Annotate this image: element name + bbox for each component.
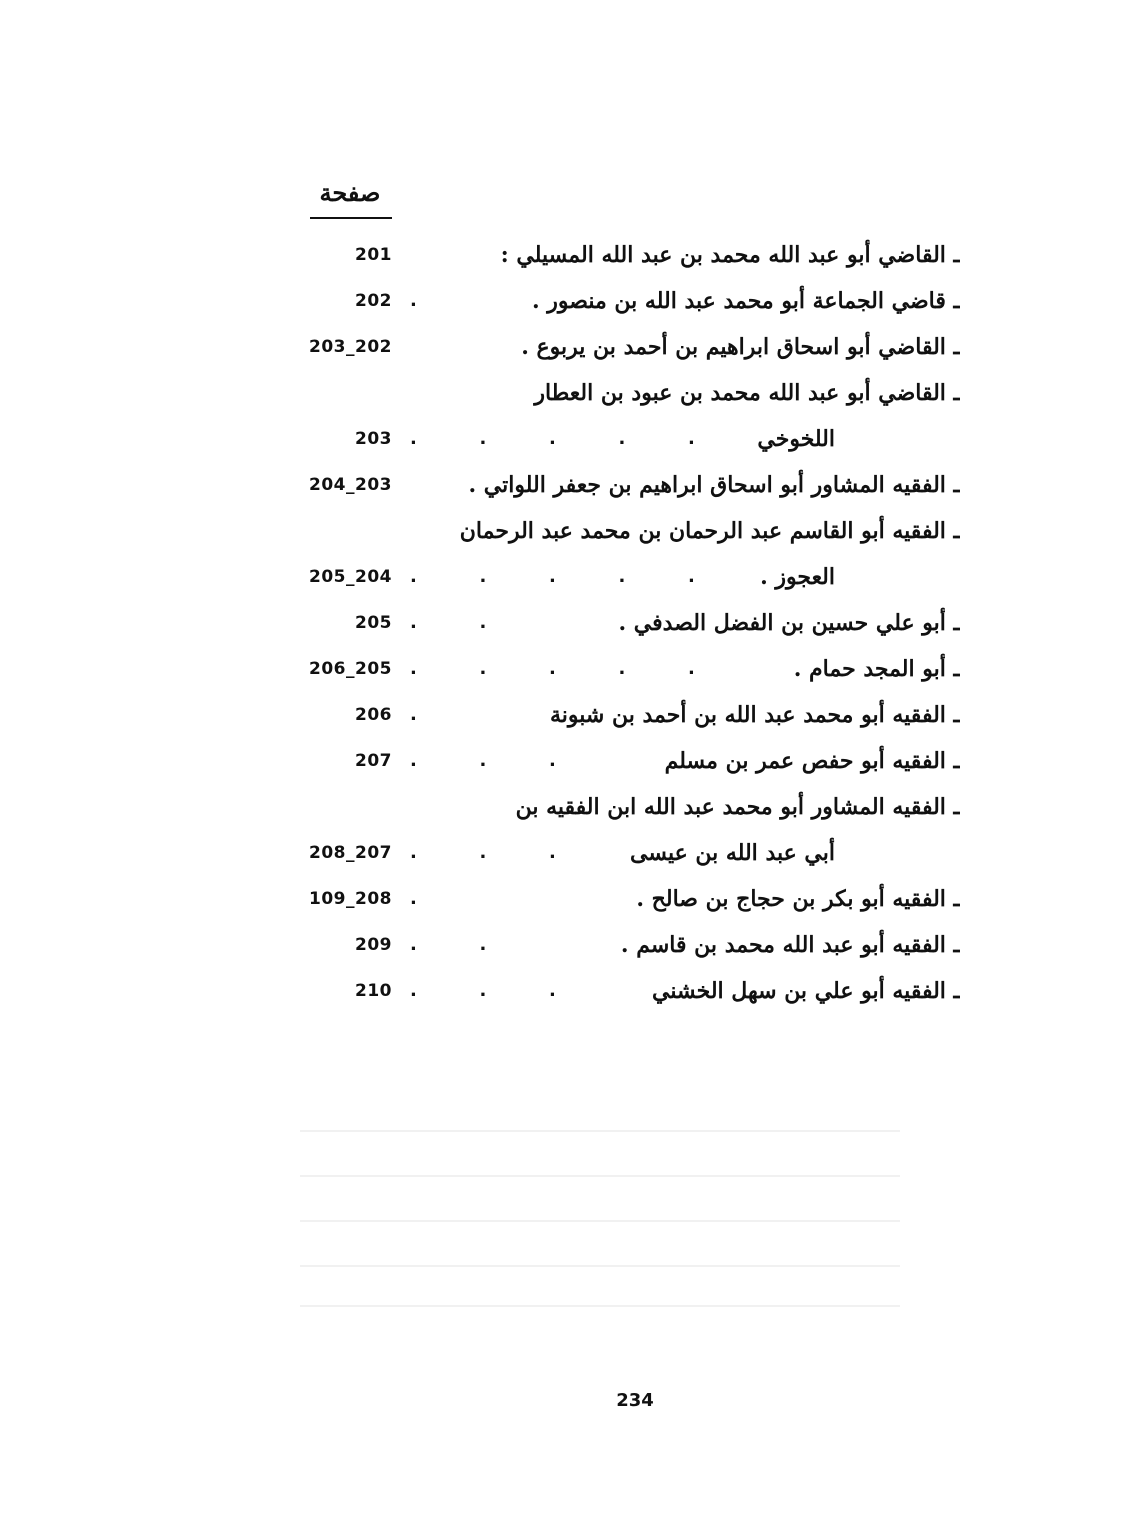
toc-page-number: 203_202 xyxy=(309,337,392,357)
page-number: 234 xyxy=(616,1390,654,1411)
toc-entry-continuation xyxy=(300,833,960,873)
toc-entry xyxy=(300,281,960,321)
toc-entry-title: اللخوخي xyxy=(757,426,835,452)
toc-entry xyxy=(300,695,960,735)
toc-page-number: 203 xyxy=(355,429,392,449)
toc-entry-continuation xyxy=(300,557,960,597)
toc-entry-title: ـ الفقيه المشاور أبو محمد عبد الله ابن الفقيه بن xyxy=(515,794,960,820)
toc-entry xyxy=(300,741,960,781)
toc-entry-title: ـ الفقيه أبو محمد عبد الله بن أحمد بن شبونة xyxy=(549,702,960,728)
header-underline xyxy=(310,217,392,219)
toc-entry-title: ـ الفقيه المشاور أبو اسحاق ابراهيم بن جعفر اللواتي . xyxy=(468,472,960,498)
toc-leader-dots: . . . . . xyxy=(410,658,695,679)
faint-bleedthrough-line xyxy=(300,1265,900,1267)
toc-entry xyxy=(300,787,960,827)
faint-bleedthrough-line xyxy=(300,1130,900,1132)
toc-entry-title: ـ القاضي أبو اسحاق ابراهيم بن أحمد بن يربوع . xyxy=(521,334,960,360)
toc-entry xyxy=(300,879,960,919)
toc-leader-dots: . . . xyxy=(410,842,556,863)
toc-entry xyxy=(300,373,960,413)
faint-bleedthrough-line xyxy=(300,1175,900,1177)
toc-entry xyxy=(300,327,960,367)
toc-page-number: 204_203 xyxy=(309,475,392,495)
toc-page-number: 207 xyxy=(355,751,392,771)
toc-leader-dots: . . . . . xyxy=(410,428,695,449)
toc-entry-continuation xyxy=(300,419,960,459)
toc-page-number: 209 xyxy=(355,935,392,955)
page-column-header: صفحة xyxy=(319,178,381,207)
toc-leader-dots: . . . xyxy=(410,750,556,771)
toc-entry-title: ـ أبو المجد حمام . xyxy=(793,656,960,682)
toc-page-number: 208_207 xyxy=(309,843,392,863)
toc-entry-title: ـ قاضي الجماعة أبو محمد عبد الله بن منصور . xyxy=(531,288,960,314)
toc-page-number: 206 xyxy=(355,705,392,725)
toc-page-number: 206_205 xyxy=(309,659,392,679)
toc-entry-title: العجوز . xyxy=(760,564,835,590)
toc-entry-title: ـ الفقيه أبو بكر بن حجاج بن صالح . xyxy=(636,886,960,912)
toc-entry-title: أبي عبد الله بن عيسى xyxy=(629,840,835,866)
toc-leader-dots: . . xyxy=(410,612,487,633)
toc-entry xyxy=(300,649,960,689)
toc-page-number: 109_208 xyxy=(309,889,392,909)
toc-entry-title: ـ الفقيه أبو حفص عمر بن مسلم xyxy=(664,748,960,774)
toc-page-number: 202 xyxy=(355,291,392,311)
toc-entry-title: ـ القاضي أبو عبد الله محمد بن عبود بن العطار xyxy=(534,380,960,406)
toc-leader-dots: . xyxy=(410,888,417,909)
toc-page-number: 205 xyxy=(355,613,392,633)
faint-bleedthrough-line xyxy=(300,1305,900,1307)
toc-page-number: 210 xyxy=(355,981,392,1001)
toc-entry xyxy=(300,511,960,551)
toc-entry-title: ـ الفقيه أبو علي بن سهل الخشني xyxy=(652,978,960,1004)
toc-page-number: 205_204 xyxy=(309,567,392,587)
toc-entry xyxy=(300,971,960,1011)
toc-entry xyxy=(300,465,960,505)
toc-entry xyxy=(300,603,960,643)
faint-bleedthrough-line xyxy=(300,1220,900,1222)
toc-leader-dots: . . . xyxy=(410,980,556,1001)
toc-entry-title: ـ الفقيه أبو القاسم عبد الرحمان بن محمد عبد الرحمان xyxy=(459,518,960,544)
toc-page-number: 201 xyxy=(355,245,392,265)
toc-entry-title: ـ الفقيه أبو عبد الله محمد بن قاسم . xyxy=(620,932,960,958)
toc-leader-dots: . . xyxy=(410,934,487,955)
toc-entry-title: ـ أبو علي حسين بن الفضل الصدفي . xyxy=(618,610,960,636)
toc-entry xyxy=(300,925,960,965)
toc-entry-title: ـ القاضي أبو عبد الله محمد بن عبد الله المسيلي : xyxy=(500,242,960,268)
toc-leader-dots: . . . . . xyxy=(410,566,695,587)
toc-entry xyxy=(300,235,960,275)
toc-leader-dots: . xyxy=(410,704,417,725)
toc-leader-dots: . xyxy=(410,290,417,311)
